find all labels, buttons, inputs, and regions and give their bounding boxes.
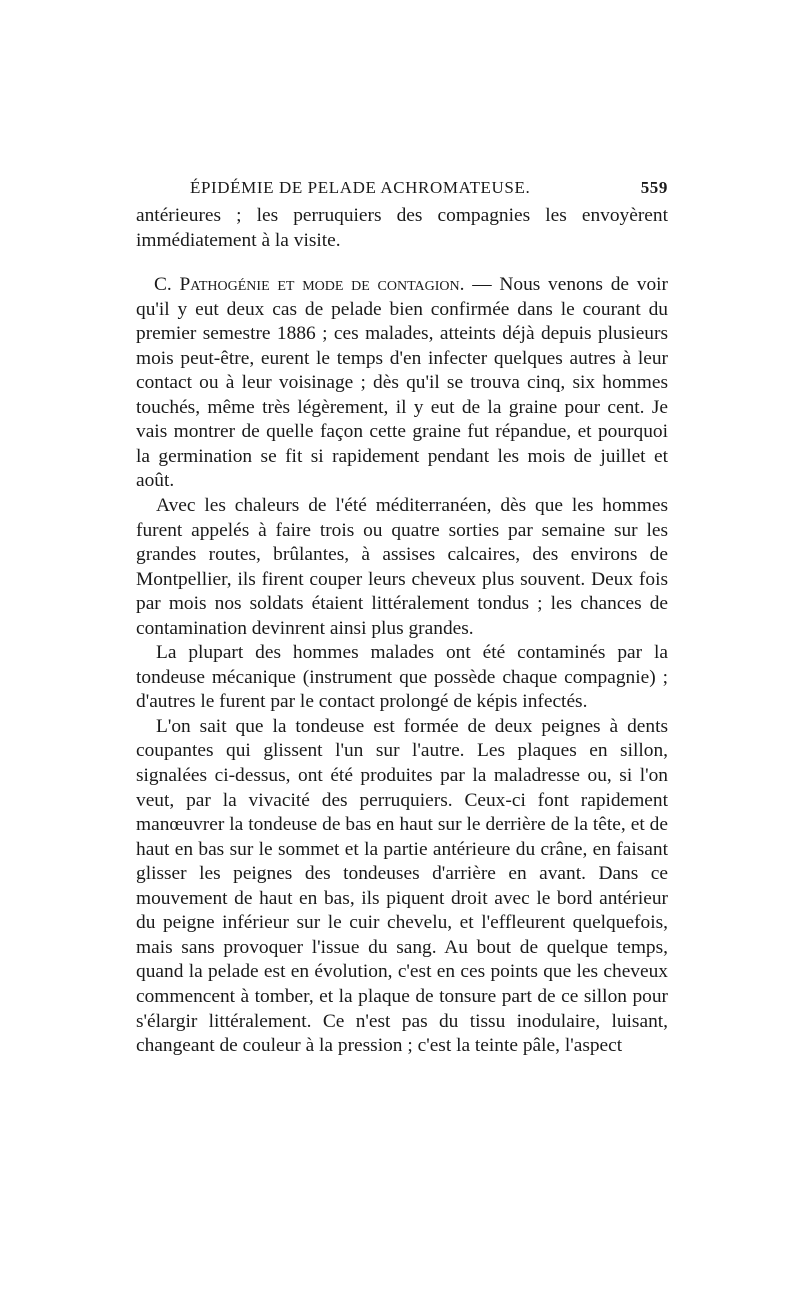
paragraph-text: Avec les chaleurs de l'été méditerranéen, dès que les hommes furent appelés à faire trois ou quatre sorties par semaine sur les grandes routes, brûlantes, à assises calcaires, des environs de Montpellier, ils firent couper leurs cheveux plus souvent. Deux fois par mois nos soldats étaient littéralement tondus ; les chances de contamination devinrent ainsi plus grandes. <box>136 495 668 639</box>
page-number: 559 <box>640 178 668 197</box>
paragraph-continuation <box>136 204 668 253</box>
paragraph-text: — Nous venons de voir qu'il y eut deux cas de pelade bien confirmée dans le courant du premier semestre 1886 ; ces malades, atteints déjà depuis plusieurs mois peut-être, eurent le temps d'en infecter quelques autres à leur contact ou à leur voisinage ; dès qu'il se trouva cinq, six hommes touchés, même très légèrement, il y eut de la graine pour cent. Je vais montrer de quelle façon cette graine fut répandue, et pourquoi la germination se fit si rapidement pendant les mois de juillet et août. <box>136 274 668 492</box>
paragraph-text: L'on sait que la tondeuse est formée de deux peignes à dents coupantes qui glissent l'un sur l'autre. Les plaques en sillon, signalées ci-dessus, ont été produites par la maladresse ou, si l'on veut, par la vivacité des perruquiers. Ceux-ci font rapidement manœuvrer la tondeuse de bas en haut sur le derrière de la tête, et de haut en bas sur le sommet et la partie antérieure du crâne, en faisant glisser les peignes des tondeuses d'arrière en avant. Dans ce mouvement de haut en bas, ils piquent droit avec le bord antérieur du peigne inférieur sur le cuir chevelu, et l'effleurent quelquefois, mais sans provoquer l'issue du sang. Au bout de quelque temps, quand la pelade est en évolution, c'est en ces points que les cheveux commencent à tomber, et la plaque de tonsure part de ce sillon pour s'élargir littéralement. Ce n'est pas du tissu inodulaire, luisant, changeant de couleur à la pression ; c'est la teinte pâle, l'aspect <box>136 715 668 1057</box>
paragraph <box>136 715 668 1059</box>
book-page <box>136 178 668 1059</box>
paragraph <box>136 641 668 715</box>
paragraph-text: antérieures ; les perruquiers des compagnies les envoyèrent immédiatement à la visite. <box>136 205 668 251</box>
paragraph-section-c <box>136 273 668 494</box>
running-head-title: ÉPIDÉMIE DE PELADE ACHROMATEUSE. <box>190 178 531 197</box>
body-text <box>136 204 668 1059</box>
section-heading: C. Pathogénie et mode de contagion. <box>154 274 465 296</box>
running-head <box>136 178 668 204</box>
paragraph <box>136 494 668 641</box>
paragraph-text: La plupart des hommes malades ont été contaminés par la tondeuse mécanique (instrument que possède chaque compagnie) ; d'autres le furent par le contact prolongé de képis infectés. <box>136 642 668 713</box>
